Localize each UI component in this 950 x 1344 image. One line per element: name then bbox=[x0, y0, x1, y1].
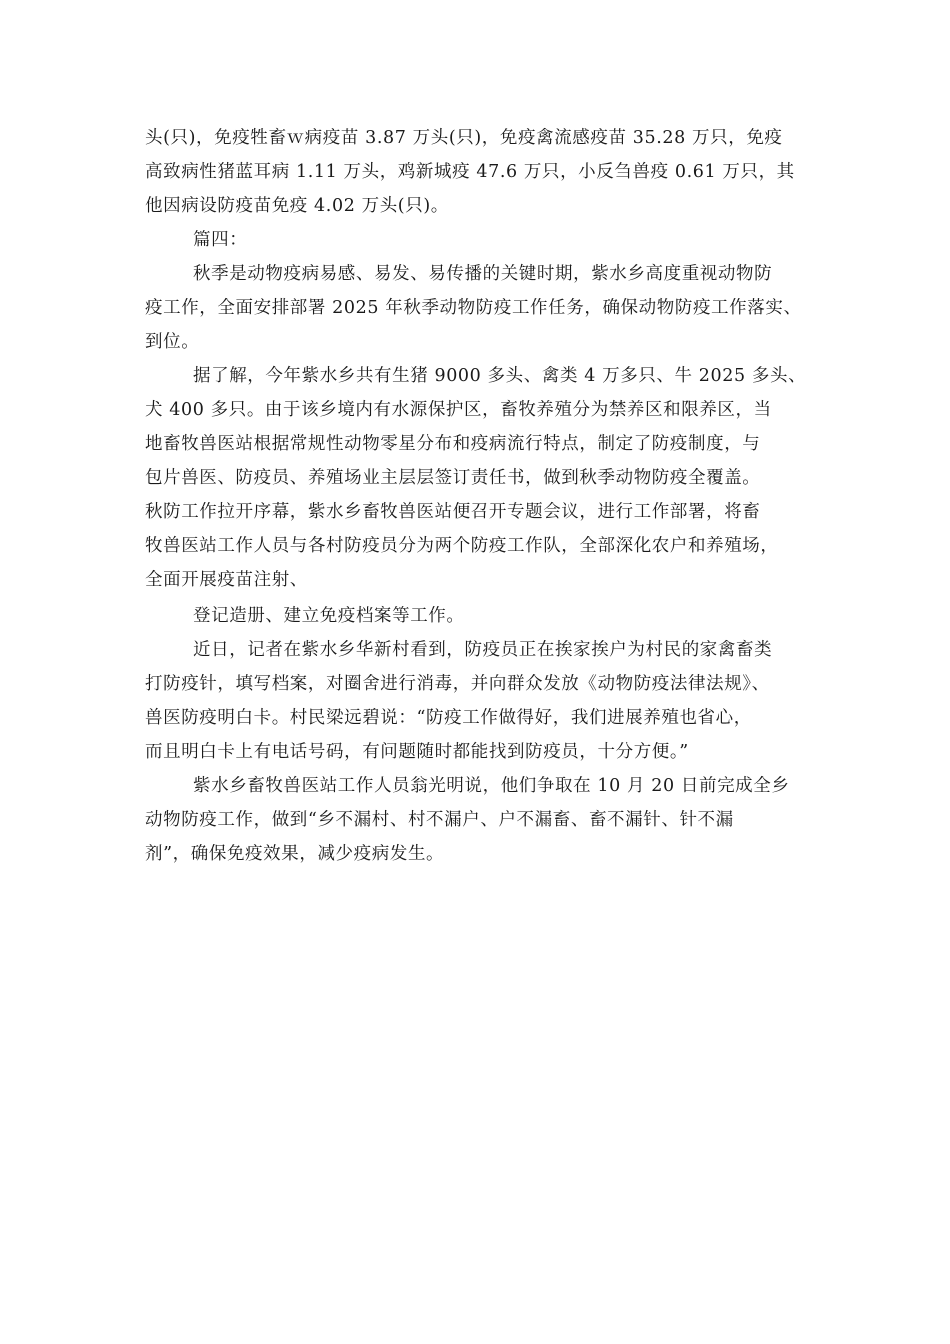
text-line: 高致病性猪蓝耳病 1.11 万头，鸡新城疫 47.6 万只，小反刍兽疫 0.61 万只，其 bbox=[145, 162, 795, 182]
text-line: 他因病设防疫苗免疫 4.02 万头(只)。 bbox=[145, 196, 449, 216]
text-line: 动物防疫工作，做到“乡不漏村、村不漏户、户不漏畜、畜不漏针、针不漏 bbox=[145, 810, 734, 830]
text-line: 秋季是动物疫病易感、易发、易传播的关键时期，紫水乡高度重视动物防 bbox=[193, 264, 773, 284]
text-line: 包片兽医、防疫员、养殖场业主层层签订责任书，做到秋季动物防疫全覆盖。 bbox=[145, 468, 761, 488]
section-heading: 篇四： bbox=[193, 230, 248, 250]
text-line: 犬 400 多只。由于该乡境内有水源保护区，畜牧养殖分为禁养区和限养区，当 bbox=[145, 400, 772, 420]
text-line: 紫水乡畜牧兽医站工作人员翁光明说，他们争取在 10 月 20 日前完成全乡 bbox=[193, 776, 790, 796]
text-line: 到位。 bbox=[145, 332, 200, 352]
text-line: 登记造册、建立免疫档案等工作。 bbox=[193, 606, 465, 626]
text-line: 而且明白卡上有电话号码，有问题随时都能找到防疫员，十分方便。” bbox=[145, 742, 689, 762]
text-line: 全面开展疫苗注射、 bbox=[145, 570, 308, 590]
text-line: 地畜牧兽医站根据常规性动物零星分布和疫病流行特点，制定了防疫制度，与 bbox=[145, 434, 761, 454]
text-line: 据了解，今年紫水乡共有生猪 9000 多头、禽类 4 万多只、牛 2025 多头、 bbox=[193, 366, 807, 386]
text-line: 兽医防疫明白卡。村民梁远碧说：“防疫工作做得好，我们进展养殖也省心， bbox=[145, 708, 752, 728]
text-line: 秋防工作拉开序幕，紫水乡畜牧兽医站便召开专题会议，进行工作部署，将畜 bbox=[145, 502, 761, 522]
text-line: 打防疫针，填写档案，对圈舍进行消毒，并向群众发放《动物防疫法律法规》、 bbox=[145, 674, 770, 694]
text-line: 剂”，确保免疫效果，减少疫病发生。 bbox=[145, 844, 445, 864]
text-line: 牧兽医站工作人员与各村防疫员分为两个防疫工作队，全部深化农户和养殖场， bbox=[145, 536, 779, 556]
text-line: 疫工作，全面安排部署 2025 年秋季动物防疫工作任务，确保动物防疫工作落实、 bbox=[145, 298, 802, 318]
text-line: 近日，记者在紫水乡华新村看到，防疫员正在挨家挨户为村民的家禽畜类 bbox=[193, 640, 773, 660]
text-line: 头(只)，免疫牲畜ｗ病疫苗 3.87 万头(只)，免疫禽流感疫苗 35.28 万只，免疫 bbox=[145, 128, 783, 148]
